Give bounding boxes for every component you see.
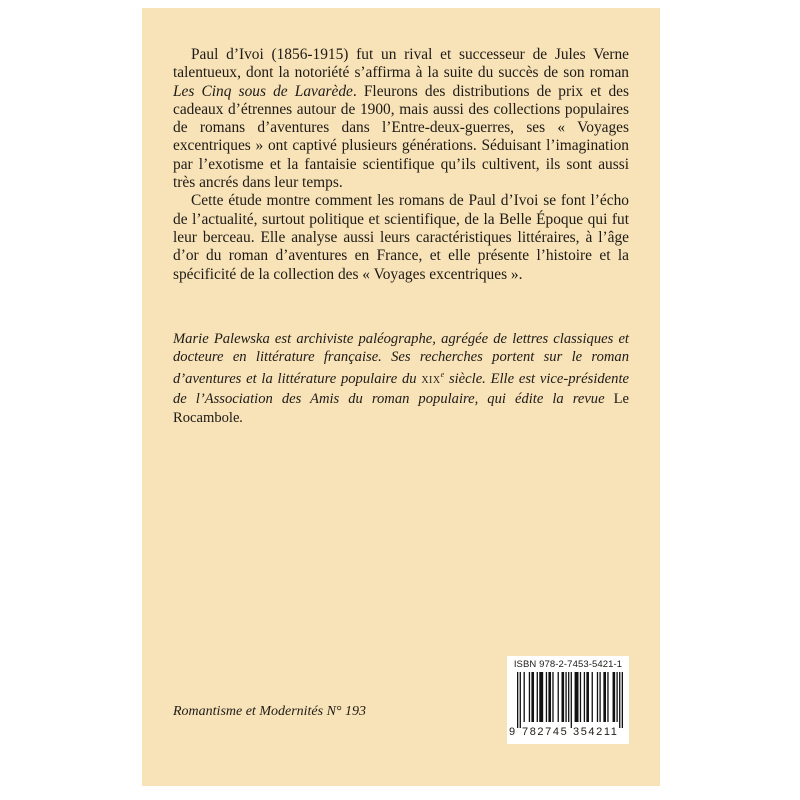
barcode-bar [607, 672, 608, 722]
barcode-bar [531, 672, 534, 722]
barcode-bar [586, 672, 589, 722]
bio-end: . [239, 409, 244, 426]
barcode-bar [524, 672, 525, 722]
barcode-bar [571, 672, 572, 728]
author-bio [173, 330, 629, 427]
bio-text: Marie Palewska est archiviste paléographe, agrégée de lettres classiques et docteure en littérature française. Ses recherches portent sur le roman d’aventures et la littérature populaire du [173, 331, 629, 388]
blurb-text-cont: . Fleurons des distributions de prix et des cadeaux d’étrennes autour de 1900, mais aussi des collections populaires de romans d’aventures dans l’Entre-deux-guerres, ses « Voyages excentriques » ont captivé plusieurs générations. Séduisant l’imagination par l’exotisme et la fantaisie scientifique qu’ils cultivent, ils sont aussi très ancrés dans leur temps. [173, 82, 629, 192]
barcode-bar [548, 672, 551, 722]
barcode-bar [565, 672, 566, 722]
barcode-digits [507, 726, 629, 742]
barcode-bar [616, 672, 617, 722]
barcode-bar [584, 672, 585, 722]
barcode-bar [622, 672, 623, 728]
journal-title: Le Rocambole [173, 391, 629, 426]
blurb-paragraph-1 [173, 46, 629, 192]
barcode-bar [619, 672, 620, 728]
barcode-bar [613, 672, 616, 722]
barcode-bar [561, 672, 564, 722]
barcode-bar [558, 672, 559, 722]
series-title: Romantisme et Modernités N° 193 [173, 704, 367, 719]
barcode-bar [568, 672, 569, 722]
barcode-bar [539, 672, 543, 722]
barcode [507, 656, 629, 744]
barcode-digit-first: 9 [509, 726, 516, 738]
barcode-bar [599, 672, 600, 722]
barcode-bars [517, 672, 623, 728]
barcode-bar [517, 672, 518, 728]
barcode-bar [529, 672, 530, 722]
barcode-bar [603, 672, 606, 722]
barcode-bar [537, 672, 538, 722]
barcode-bar [580, 672, 581, 722]
blurb-paragraph-2: Cette étude montre comment les romans de Paul d’Ivoi se font l’écho de l’actualité, surtout politique et scientifique, de la Belle Époque qui fut leur berceau. Elle analyse aussi leurs caractéristiques littéraires, à l’âge d’or du roman d’aventures en France, et elle présente l’histoire et la spécificité de la collection des « Voyages excentriques ». [173, 192, 629, 283]
bio-text-cont: siècle. Elle est vice-présidente de l’Association des Amis du roman populaire, qui édite la revue [173, 371, 629, 408]
barcode-bar [552, 672, 553, 722]
isbn-label: ISBN 978-2-7453-5421-1 [513, 659, 623, 670]
century-numeral: XIX [421, 375, 441, 387]
blurb [173, 46, 629, 284]
barcode-digits-right: 354211 [573, 726, 619, 738]
barcode-bar [520, 672, 521, 728]
century-superscript: e [440, 370, 445, 380]
barcode-bar [597, 672, 598, 722]
barcode-bar [592, 672, 593, 722]
barcode-digits-left: 782745 [522, 726, 569, 738]
barcode-bar [546, 672, 547, 722]
book-title: Les Cinq sous de Lavarède [173, 82, 353, 100]
barcode-bar [575, 672, 579, 722]
blurb-text: Paul d’Ivoi (1856-1915) fut un rival et successeur de Jules Verne talentueux, dont la notoriété s’affirma à la suite du succès de son roman [173, 46, 629, 82]
